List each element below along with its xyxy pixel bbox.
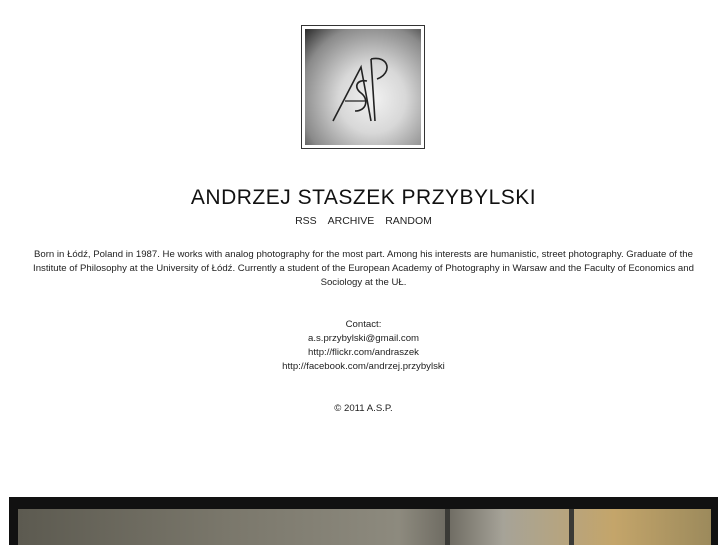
main-nav [0, 215, 727, 227]
contact-heading: Contact: [345, 319, 382, 330]
asp-monogram-icon [305, 29, 421, 145]
photo-frame [18, 509, 711, 545]
photo-detail [569, 509, 574, 545]
contact-section [0, 318, 727, 374]
photo-detail [445, 509, 450, 545]
site-title[interactable]: ANDRZEJ STASZEK PRZYBYLSKI [190, 186, 537, 209]
contact-email-link[interactable]: a.s.przybylski@gmail.com [307, 333, 420, 344]
logo-image [305, 29, 421, 145]
nav-archive-link[interactable]: ARCHIVE [327, 215, 375, 227]
photo-post-image[interactable] [9, 497, 718, 545]
bio-text: Born in Łódź, Poland in 1987. He works with analog photography for the most part. Among his interests are humanistic, street photography. Graduate of the Institute of Philosophy at the University of Łódź. Currently a student of the European Academy of Photography in Warsaw and the Faculty of Economics and Sociology at the UŁ. [33, 249, 694, 288]
contact-facebook-link[interactable]: http://facebook.com/andrzej.przybylski [282, 361, 445, 372]
nav-rss-link[interactable]: RSS [295, 215, 317, 227]
site-logo[interactable] [301, 25, 425, 149]
nav-random-link[interactable]: RANDOM [385, 215, 432, 227]
copyright: © 2011 A.S.P. [334, 403, 393, 414]
contact-flickr-link[interactable]: http://flickr.com/andraszek [308, 347, 419, 358]
